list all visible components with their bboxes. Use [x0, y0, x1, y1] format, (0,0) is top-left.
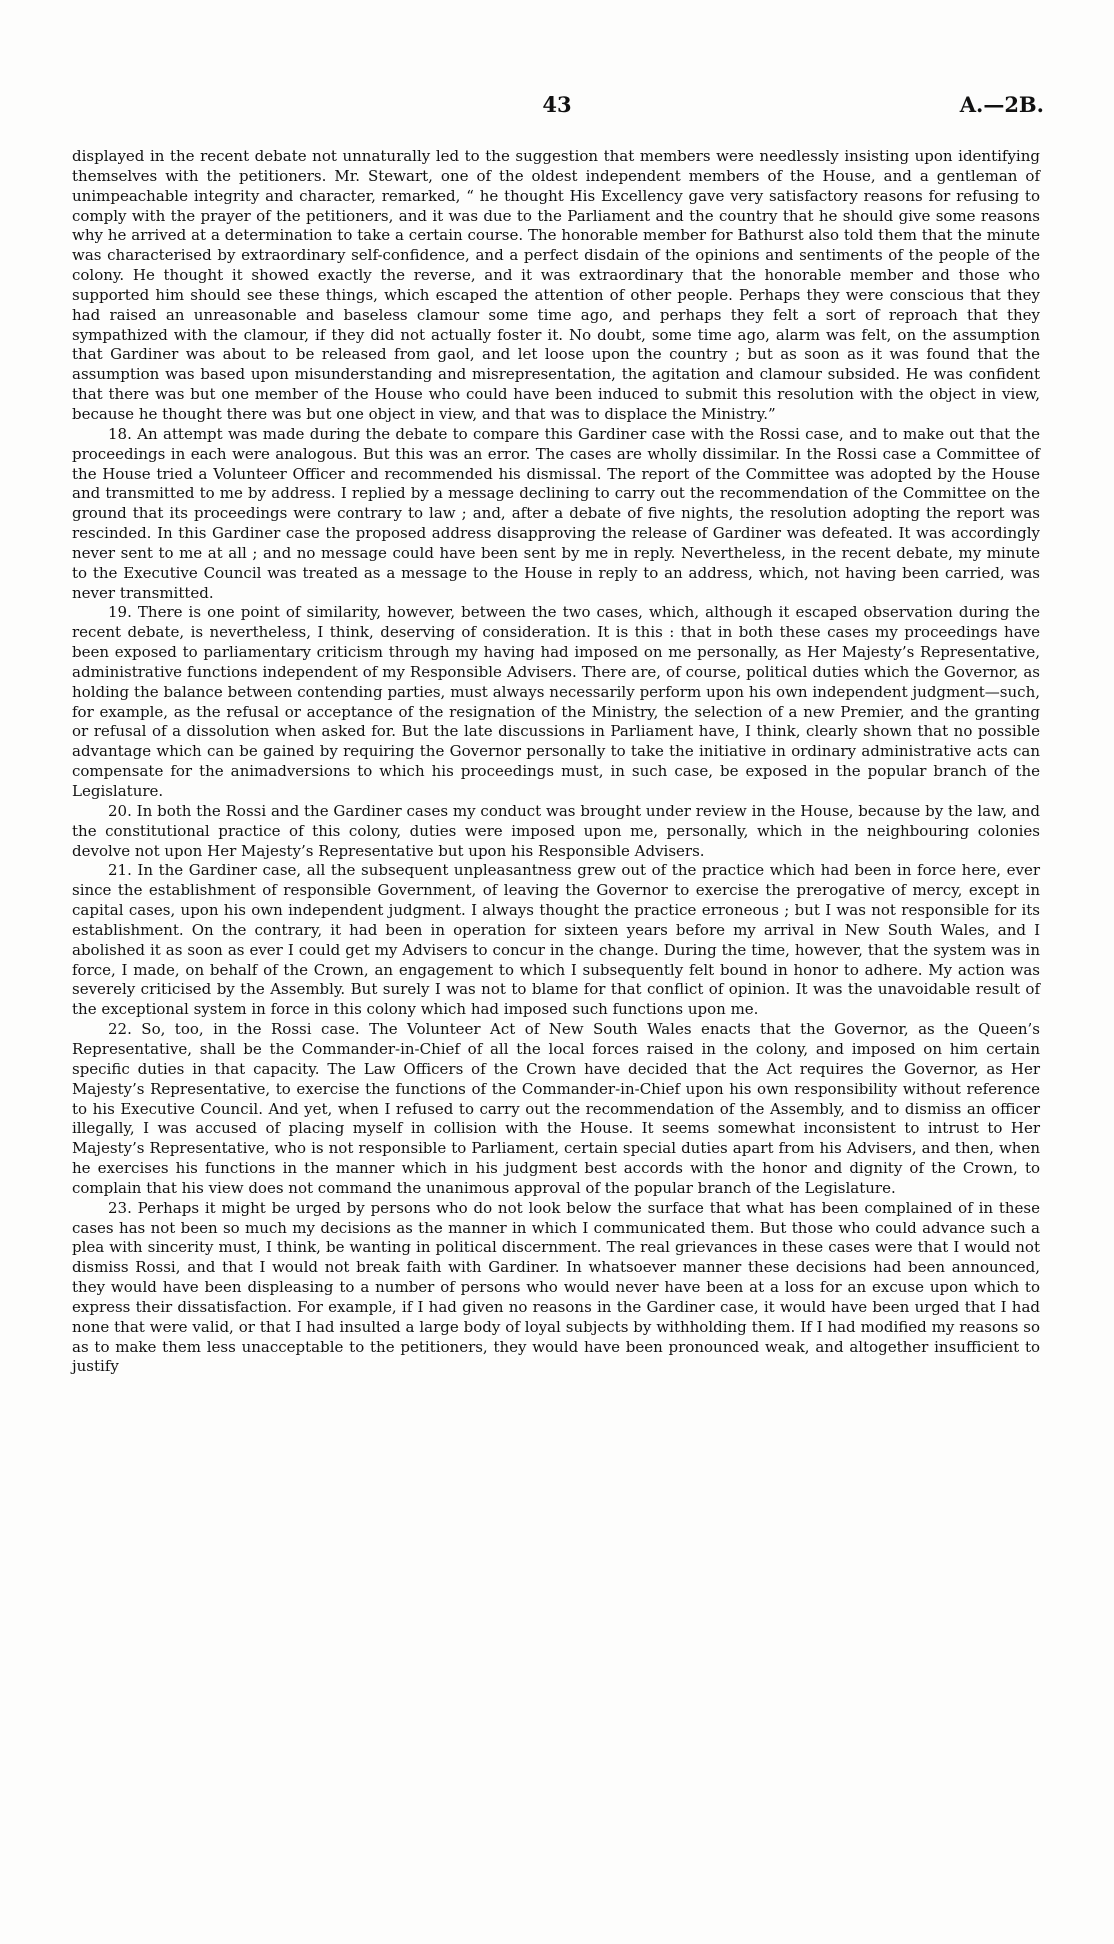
paragraph-20: 20. In both the Rossi and the Gardiner cases my conduct was brought under review in the House, because by the law, and the constitutional practice of this colony, duties were imposed upon me, personally, which in the neighbouring colonies devolve not upon Her Majesty’s Representative but upon his Responsible Advisers.: [72, 801, 1040, 860]
page-number: 43: [542, 92, 572, 117]
paragraph-21: 21. In the Gardiner case, all the subsequent unpleasantness grew out of the practice which had been in force here, ever since the establishment of responsible Government, of leaving the Governor to exercise the prerogative of mercy, except in capital cases, upon his own independent judgment. I always thought the practice erroneous ; but I was not responsible for its establishment. On the contrary, it had been in operation for sixteen years before my arrival in New South Wales, and I abolished it as soon as ever I could get my Advisers to concur in the change. During the time, however, that the system was in force, I made, on behalf of the Crown, an engagement to which I subsequently felt bound in honor to adhere. My action was severely criticised by the Assembly. But surely I was not to blame for that conflict of opinion. It was the unavoidable result of the exceptional system in force in this colony which had imposed such functions upon me.: [72, 861, 1040, 1019]
document-reference: A.—2B.: [959, 92, 1044, 117]
body-text: [72, 147, 1040, 1377]
paragraph-18: 18. An attempt was made during the debate to compare this Gardiner case with the Rossi case, and to make out that the proceedings in each were analogous. But this was an error. The cases are wholly dissimilar. In the Rossi case a Committee of the House tried a Volunteer Officer and recommended his dismissal. The report of the Committee was adopted by the House and transmitted to me by address. I replied by a message declining to carry out the recommendation of the Committee on the ground that its proceedings were contrary to law ; and, after a debate of five nights, the resolution adopting the report was rescinded. In this Gardiner case the proposed address disapproving the release of Gardiner was defeated. It was accordingly never sent to me at all ; and no message could have been sent by me in reply. Nevertheless, in the recent debate, my minute to the Executive Council was treated as a message to the House in reply to an address, which, not having been carried, was never transmitted.: [72, 424, 1040, 602]
page-header: [70, 92, 1044, 122]
paragraph-19: 19. There is one point of similarity, however, between the two cases, which, although it escaped observation during the recent debate, is nevertheless, I think, deserving of consideration. It is this : that in both these cases my proceedings have been exposed to parliamentary criticism through my having had imposed on me personally, as Her Majesty’s Representative, administrative functions independent of my Responsible Advisers. There are, of course, political duties which the Governor, as holding the balance between contending parties, must always necessarily perform upon his own independent judgment—such, for example, as the refusal or acceptance of the resignation of the Ministry, the selection of a new Premier, and the granting or refusal of a dissolution when asked for. But the late discussions in Parliament have, I think, clearly shown that no possible advantage which can be gained by requiring the Governor personally to take the initiative in ordinary administrative acts can compensate for the animadversions to which his proceedings must, in such case, be exposed in the popular branch of the Legislature.: [72, 603, 1040, 800]
paragraph-23: 23. Perhaps it might be urged by persons who do not look below the surface that what has been complained of in these cases has not been so much my decisions as the manner in which I communicated them. But those who could advance such a plea with sincerity must, I think, be wanting in political discernment. The real grievances in these cases were that I would not dismiss Rossi, and that I would not break faith with Gardiner. In whatsoever manner these decisions had been announced, they would have been displeasing to a number of persons who would never have been at a loss for an excuse upon which to express their dissatisfaction. For example, if I had given no reasons in the Gardiner case, it would have been urged that I had none that were valid, or that I had insulted a large body of loyal subjects by withholding them. If I had modified my reasons so as to make them less unacceptable to the petitioners, they would have been pronounced weak, and altogether insufficient to justify: [72, 1198, 1040, 1376]
paragraph-22: 22. So, too, in the Rossi case. The Volunteer Act of New South Wales enacts that the Governor, as the Queen’s Representative, shall be the Commander-in-Chief of all the local forces raised in the colony, and imposed on him certain specific duties in that capacity. The Law Officers of the Crown have decided that the Act requires the Governor, as Her Majesty’s Representative, to exercise the functions of the Commander-in-Chief upon his own responsibility without reference to his Executive Council. And yet, when I refused to carry out the recommendation of the Assembly, and to dismiss an officer illegally, I was accused of placing myself in collision with the House. It seems somewhat inconsistent to intrust to Her Majesty’s Representative, who is not responsible to Parliament, certain special duties apart from his Advisers, and then, when he exercises his functions in the manner which in his judgment best accords with the honor and dignity of the Crown, to complain that his view does not command the unanimous approval of the popular branch of the Legislature.: [72, 1020, 1040, 1197]
paragraph-continuation: displayed in the recent debate not unnaturally led to the suggestion that members were needlessly insisting upon identifying themselves with the petitioners. Mr. Stewart, one of the oldest independent members of the House, and a gentleman of unimpeachable integrity and character, remarked, “ he thought His Excellency gave very satisfactory reasons for refusing to comply with the prayer of the petitioners, and it was due to the Parliament and the country that he should give some reasons why he arrived at a determination to take a certain course. The honorable member for Bathurst also told them that the minute was characterised by extraordinary self-confidence, and a perfect disdain of the opinions and sentiments of the people of the colony. He thought it showed exactly the reverse, and it was extraordinary that the honorable member and those who supported him should see these things, which escaped the attention of other people. Perhaps they were conscious that they had raised an unreasonable and baseless clamour some time ago, and perhaps they felt a sort of reproach that they sympathized with the clamour, if they did not actually foster it. No doubt, some time ago, alarm was felt, on the assumption that Gardiner was about to be released from gaol, and let loose upon the country ; but as soon as it was found that the assumption was based upon misunderstanding and misrepresentation, the agitation and clamour subsided. He was confident that there was but one member of the House who could have been induced to submit this resolution with the object in view, because he thought there was but one object in view, and that was to displace the Ministry.”: [72, 147, 1040, 423]
